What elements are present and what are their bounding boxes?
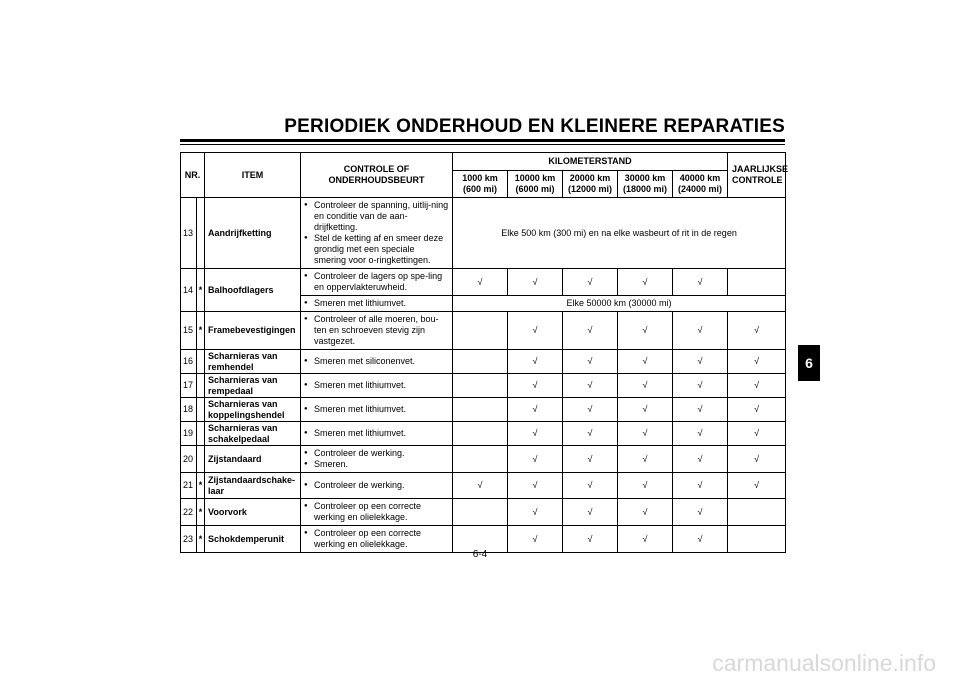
check-mark: √	[508, 312, 563, 350]
table-row	[181, 374, 786, 398]
check-mark: √	[618, 374, 673, 398]
check-mark: √	[673, 499, 728, 526]
row-number: 15	[181, 312, 197, 350]
row-interval: Elke 500 km (300 mi) en na elke wasbeurt of rit in de regen	[453, 198, 786, 269]
header-km-5: 40000 km (24000 mi)	[673, 171, 728, 198]
row-control	[301, 422, 453, 446]
check-mark: √	[618, 398, 673, 422]
table-row	[181, 422, 786, 446]
check-mark: √	[673, 526, 728, 553]
row-item: Scharnieras van remhendel	[205, 350, 301, 374]
control-line: ● Controleer de werking.	[304, 448, 449, 459]
check-mark: √	[508, 350, 563, 374]
row-number: 23	[181, 526, 197, 553]
row-number: 14	[181, 269, 197, 312]
row-item: Zijstandaardschake-laar	[205, 473, 301, 499]
maintenance-table	[180, 152, 789, 553]
row-control	[301, 269, 453, 296]
empty-cell	[453, 374, 508, 398]
check-mark: √	[728, 374, 786, 398]
control-line: ● Smeren met lithiumvet.	[304, 404, 449, 415]
table-row	[181, 350, 786, 374]
row-number: 19	[181, 422, 197, 446]
check-mark: √	[563, 526, 618, 553]
row-star	[197, 422, 205, 446]
row-number: 13	[181, 198, 197, 269]
section-tab: 6	[798, 345, 820, 381]
watermark: carmanualsonline.info	[712, 650, 936, 676]
control-line: ● Controleer de werking.	[304, 480, 449, 491]
check-mark: √	[618, 499, 673, 526]
check-mark: √	[508, 398, 563, 422]
check-mark: √	[673, 473, 728, 499]
row-control	[301, 446, 453, 473]
row-number: 16	[181, 350, 197, 374]
check-mark: √	[508, 422, 563, 446]
row-star: *	[197, 269, 205, 312]
check-mark: √	[563, 350, 618, 374]
row-control	[301, 473, 453, 499]
row-control	[301, 350, 453, 374]
row-number: 22	[181, 499, 197, 526]
check-mark: √	[673, 269, 728, 296]
row-interval: Elke 50000 km (30000 mi)	[453, 296, 786, 312]
check-mark: √	[563, 398, 618, 422]
header-km-4: 30000 km (18000 mi)	[618, 171, 673, 198]
header-annual: JAARLIJKSE CONTROLE	[728, 153, 786, 198]
check-mark: √	[563, 446, 618, 473]
check-mark: √	[618, 446, 673, 473]
row-star	[197, 374, 205, 398]
check-mark: √	[563, 473, 618, 499]
empty-cell	[728, 269, 786, 296]
check-mark: √	[508, 499, 563, 526]
check-mark: √	[618, 422, 673, 446]
table-row	[181, 446, 786, 473]
row-star	[197, 398, 205, 422]
check-mark: √	[618, 526, 673, 553]
row-star: *	[197, 312, 205, 350]
row-item: Aandrijfketting	[205, 198, 301, 269]
header-item: ITEM	[205, 153, 301, 198]
row-item: Zijstandaard	[205, 446, 301, 473]
empty-cell	[453, 398, 508, 422]
check-mark: √	[673, 312, 728, 350]
row-control	[301, 499, 453, 526]
empty-cell	[453, 422, 508, 446]
check-mark: √	[453, 473, 508, 499]
control-line: ● Smeren met lithiumvet.	[304, 298, 449, 309]
check-mark: √	[508, 269, 563, 296]
table-row	[181, 269, 786, 296]
row-number: 21	[181, 473, 197, 499]
row-item: Framebevestigingen	[205, 312, 301, 350]
control-line: ● Smeren met lithiumvet.	[304, 428, 449, 439]
row-control	[301, 198, 453, 269]
check-mark: √	[673, 446, 728, 473]
check-mark: √	[508, 526, 563, 553]
row-item: Voorvork	[205, 499, 301, 526]
header-km-2: 10000 km (6000 mi)	[508, 171, 563, 198]
row-item: Scharnieras van rempedaal	[205, 374, 301, 398]
row-control	[301, 296, 453, 312]
row-star	[197, 350, 205, 374]
row-control	[301, 312, 453, 350]
empty-cell	[453, 312, 508, 350]
table-row	[181, 398, 786, 422]
row-star: *	[197, 499, 205, 526]
control-line: ● Smeren.	[304, 459, 449, 470]
row-star	[197, 446, 205, 473]
row-star	[197, 198, 205, 269]
row-item: Scharnieras van koppelingshendel	[205, 398, 301, 422]
row-number: 18	[181, 398, 197, 422]
check-mark: √	[618, 269, 673, 296]
header-control: CONTROLE OF ONDERHOUDSBEURT	[301, 153, 453, 198]
control-line: ● Controleer de lagers op spe-ling en oppervlakteruwheid.	[304, 271, 449, 293]
check-mark: √	[563, 269, 618, 296]
control-line: ● Controleer de spanning, uitlij-ning en conditie van de aan-drijfketting.	[304, 200, 449, 233]
control-line: ● Smeren met siliconenvet.	[304, 356, 449, 367]
check-mark: √	[728, 446, 786, 473]
check-mark: √	[728, 350, 786, 374]
title-rule-thick	[180, 139, 785, 142]
header-km-group: KILOMETERSTAND	[453, 153, 728, 171]
check-mark: √	[673, 374, 728, 398]
control-line: ● Controleer op een correcte werking en olielekkage.	[304, 501, 449, 523]
check-mark: √	[618, 350, 673, 374]
row-number: 20	[181, 446, 197, 473]
check-mark: √	[673, 398, 728, 422]
check-mark: √	[563, 422, 618, 446]
check-mark: √	[508, 446, 563, 473]
check-mark: √	[618, 312, 673, 350]
control-line: ● Controleer of alle moeren, bou-ten en schroeven stevig zijn vastgezet.	[304, 314, 449, 347]
row-star: *	[197, 526, 205, 553]
page-title: PERIODIEK ONDERHOUD EN KLEINERE REPARATIES	[284, 116, 785, 137]
empty-cell	[453, 499, 508, 526]
control-line: ● Smeren met lithiumvet.	[304, 380, 449, 391]
header-km-3: 20000 km (12000 mi)	[563, 171, 618, 198]
table-row	[181, 312, 786, 350]
row-number: 17	[181, 374, 197, 398]
check-mark: √	[563, 499, 618, 526]
empty-cell	[453, 446, 508, 473]
header-km-1: 1000 km (600 mi)	[453, 171, 508, 198]
row-star: *	[197, 473, 205, 499]
row-control	[301, 374, 453, 398]
control-line: ● Controleer op een correcte werking en olielekkage.	[304, 528, 449, 550]
check-mark: √	[563, 374, 618, 398]
check-mark: √	[453, 269, 508, 296]
check-mark: √	[618, 473, 673, 499]
check-mark: √	[673, 350, 728, 374]
check-mark: √	[728, 473, 786, 499]
row-item: Schokdemperunit	[205, 526, 301, 553]
row-item: Scharnieras van schakelpedaal	[205, 422, 301, 446]
empty-cell	[453, 350, 508, 374]
header-nr: NR.	[181, 153, 205, 198]
title-rule-thin	[180, 144, 785, 145]
row-control	[301, 398, 453, 422]
check-mark: √	[728, 422, 786, 446]
table-row	[181, 473, 786, 499]
empty-cell	[728, 499, 786, 526]
check-mark: √	[508, 374, 563, 398]
page-number: 6-4	[472, 549, 488, 560]
check-mark: √	[728, 398, 786, 422]
check-mark: √	[673, 422, 728, 446]
control-line: ● Stel de ketting af en smeer deze grondig met een speciale smering voor o-ringkettingen.	[304, 233, 449, 266]
check-mark: √	[728, 312, 786, 350]
check-mark: √	[508, 473, 563, 499]
table-row	[181, 499, 786, 526]
table-row	[181, 198, 786, 269]
row-item: Balhoofdlagers	[205, 269, 301, 312]
check-mark: √	[563, 312, 618, 350]
